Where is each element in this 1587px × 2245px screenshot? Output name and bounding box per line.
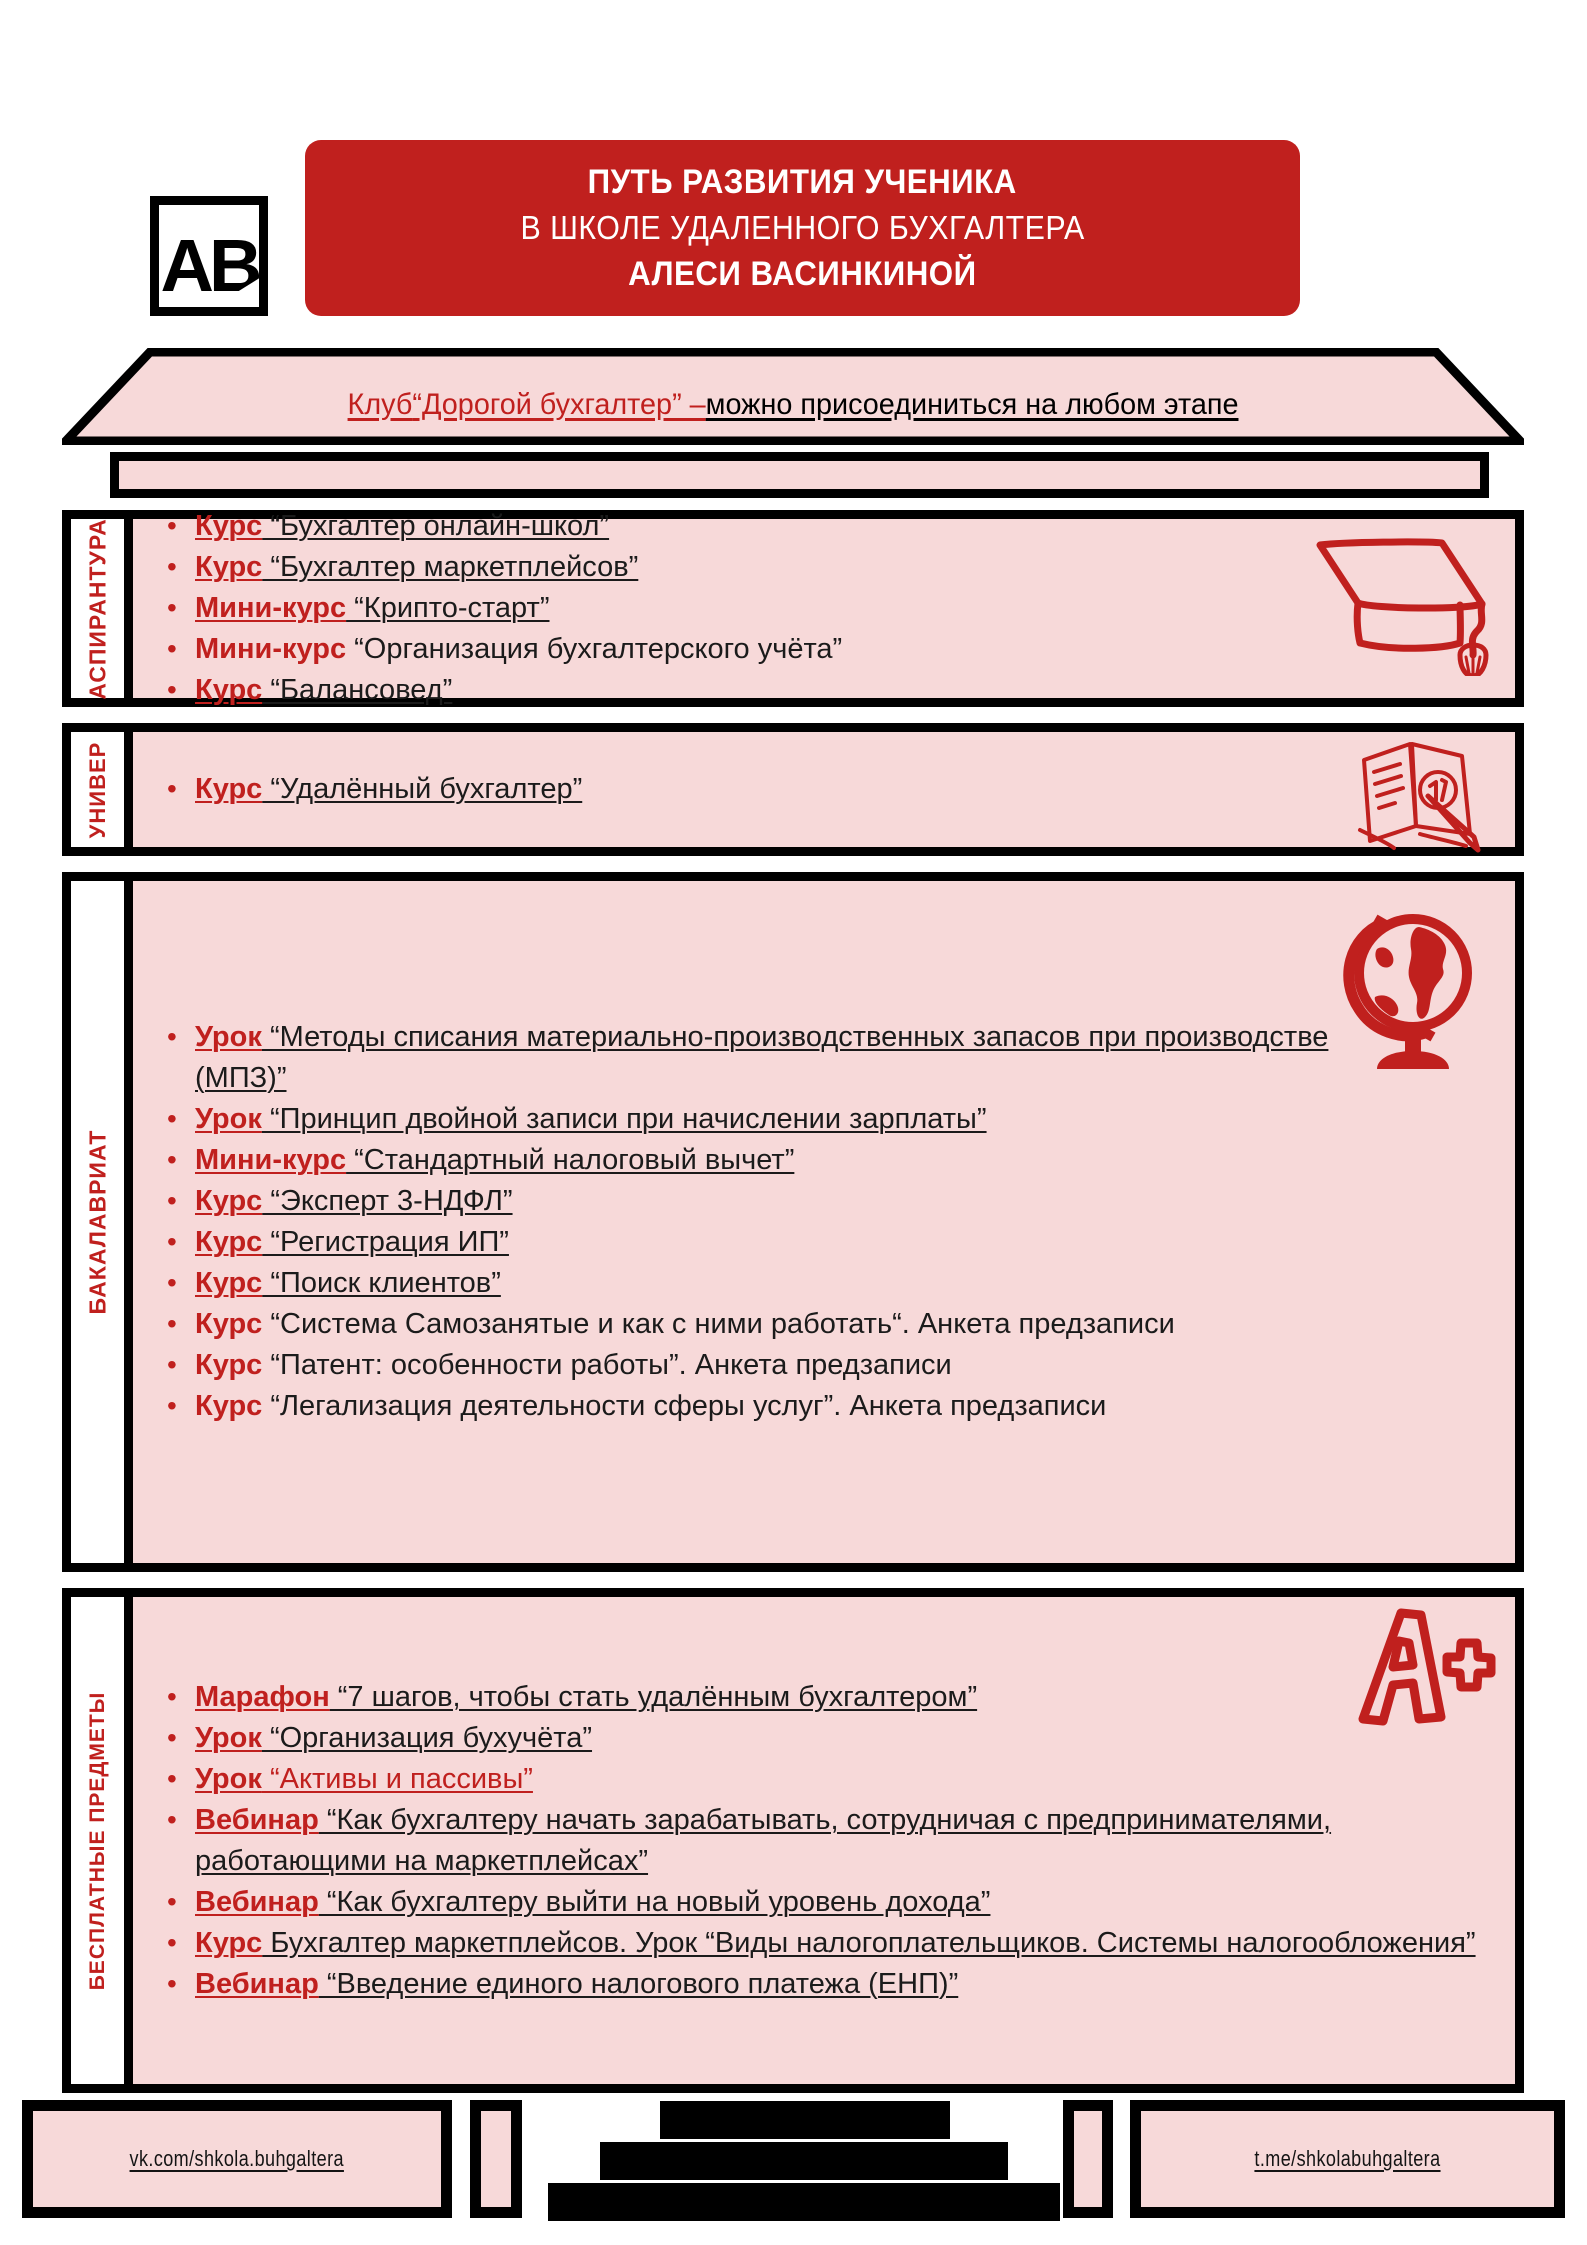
item-text: “Стандартный налоговый вычет” [346, 1144, 795, 1176]
title-line-3: АЛЕСИ ВАСИНКИНОЙ [628, 255, 977, 293]
vk-link-text[interactable]: vk.com/shkola.buhgaltera [129, 2146, 345, 2171]
title-line-1: ПУТЬ РАЗВИТИЯ УЧЕНИКА [587, 163, 1018, 201]
list-item[interactable] [161, 1964, 1495, 2005]
club-rest: можно присоединиться на любом этапе [705, 387, 1239, 421]
section-label-text: УНИВЕР [84, 741, 110, 838]
list-item[interactable] [161, 1923, 1495, 1964]
list-item[interactable] [161, 629, 1495, 670]
list-item[interactable] [161, 769, 1495, 810]
list-item[interactable] [161, 1222, 1495, 1263]
pedestal-step-middle [600, 2142, 1008, 2180]
item-text: “Активы и пассивы” [261, 1762, 533, 1795]
item-keyword: Курс [195, 1926, 263, 1959]
list-item[interactable] [161, 1759, 1495, 1800]
section-label-text: АСПИРАНТУРА [84, 517, 110, 700]
item-keyword: Курс [195, 1226, 263, 1258]
title-line-2: В ШКОЛЕ УДАЛЕННОГО БУХГАЛТЕРА [520, 209, 1085, 246]
logo-text: АВ [160, 224, 258, 307]
list-item[interactable] [161, 670, 1495, 711]
list-item[interactable] [161, 1800, 1495, 1882]
item-text: “Система Самозанятые и как с ними работать“. Анкета предзаписи [262, 1308, 1175, 1340]
item-text: “Бухгалтер онлайн-школ” [262, 510, 610, 542]
footer-spacer-left [470, 2100, 522, 2218]
item-text: “Балансовед” [262, 674, 453, 706]
item-text: “Организация бухгалтерского учёта” [346, 633, 843, 665]
section-body-univer [133, 732, 1515, 847]
title-banner [305, 140, 1300, 316]
item-text: “Эксперт 3-НДФЛ” [262, 1185, 513, 1217]
section-label-univer [71, 732, 133, 847]
section-body-bakalavriat [133, 881, 1515, 1563]
item-keyword: Мини-курс [195, 633, 347, 665]
list-item[interactable] [161, 588, 1495, 629]
section-label-text: БЕСПЛАТНЫЕ ПРЕДМЕТЫ [85, 1691, 109, 1990]
pedestal-step-bottom [548, 2183, 1060, 2221]
item-text: “Удалённый бухгалтер” [262, 773, 583, 805]
list-item[interactable] [161, 1304, 1495, 1345]
item-keyword: Вебинар [195, 1967, 319, 2000]
item-text: “7 шагов, чтобы стать удалённым бухгалтером” [329, 1680, 978, 1713]
club-roof-banner [62, 348, 1524, 445]
item-text: “Организация бухучёта” [261, 1721, 593, 1754]
item-text: Бухгалтер маркетплейсов. Урок “Виды налогоплательщиков. Системы налогообложения” [262, 1926, 1476, 1959]
section-label-text: БАКАЛАВРИАТ [84, 1129, 110, 1315]
roof-spacer-bar [110, 452, 1489, 498]
item-text: “Поиск клиентов” [262, 1267, 501, 1299]
list-item[interactable] [161, 1677, 1495, 1718]
item-keyword: Марафон [195, 1680, 330, 1713]
club-roof-text [62, 348, 1524, 445]
footer [0, 2090, 1587, 2230]
list-item[interactable] [161, 547, 1495, 588]
section-body-aspirantura [133, 510, 1515, 706]
item-text: “Бухгалтер маркетплейсов” [262, 551, 639, 583]
item-keyword: Курс [195, 674, 263, 706]
pedestal-step-top [660, 2101, 950, 2139]
vk-link-box[interactable] [22, 2100, 452, 2218]
logo-corner-notch [150, 196, 172, 218]
telegram-link-text[interactable]: t.me/shkolabuhgaltera [1254, 2146, 1441, 2171]
item-text: “Легализация деятельности сферы услуг”. Анкета предзаписи [262, 1390, 1107, 1422]
section-body-free-subjects [133, 1597, 1515, 2084]
item-keyword: Урок [195, 1721, 262, 1754]
item-list-free-subjects [161, 1677, 1495, 2005]
list-item[interactable] [161, 1017, 1495, 1099]
item-text: “Регистрация ИП” [262, 1226, 509, 1258]
item-list-bakalavriat [161, 1017, 1495, 1427]
list-item[interactable] [161, 1099, 1495, 1140]
section-label-free-subjects [71, 1597, 133, 2084]
list-item[interactable] [161, 506, 1495, 547]
item-text: “Крипто-старт” [346, 592, 550, 624]
item-text: “Как бухгалтеру начать зарабатывать, сотрудничая с предпринимателями, работающими на маркетплейсах” [195, 1803, 1332, 1877]
item-keyword: Курс [195, 1349, 263, 1381]
list-item[interactable] [161, 1263, 1495, 1304]
club-name: “Дорогой бухгалтер” – [412, 387, 706, 421]
item-keyword: Курс [195, 1390, 263, 1422]
item-keyword: Урок [195, 1103, 262, 1135]
item-keyword: Урок [195, 1762, 262, 1795]
footer-spacer-right [1063, 2100, 1113, 2218]
item-text: “Патент: особенности работы”. Анкета предзаписи [262, 1349, 952, 1381]
item-text: “Методы списания материально-производственных запасов при производстве (МПЗ)” [195, 1021, 1329, 1094]
item-keyword: Мини-курс [195, 1144, 347, 1176]
item-keyword: Курс [195, 551, 263, 583]
list-item[interactable] [161, 1882, 1495, 1923]
list-item[interactable] [161, 1718, 1495, 1759]
item-text: “Введение единого налогового платежа (ЕНП)” [318, 1967, 959, 2000]
item-keyword: Вебинар [195, 1803, 319, 1836]
list-item[interactable] [161, 1140, 1495, 1181]
list-item[interactable] [161, 1345, 1495, 1386]
section-bakalavriat [62, 872, 1524, 1572]
item-text: “Как бухгалтеру выйти на новый уровень дохода” [318, 1885, 991, 1918]
list-item[interactable] [161, 1181, 1495, 1222]
section-label-aspirantura [71, 519, 133, 698]
list-item[interactable] [161, 1386, 1495, 1427]
logo-av [150, 196, 268, 316]
header [0, 0, 1587, 340]
section-aspirantura [62, 510, 1524, 707]
item-keyword: Урок [195, 1021, 262, 1053]
item-keyword: Курс [195, 773, 263, 805]
section-free-subjects [62, 1588, 1524, 2093]
item-keyword: Курс [195, 510, 263, 542]
item-keyword: Курс [195, 1267, 263, 1299]
item-text: “Принцип двойной записи при начислении зарплаты” [261, 1103, 987, 1135]
item-keyword: Курс [195, 1185, 263, 1217]
item-keyword: Вебинар [195, 1885, 319, 1918]
item-keyword: Мини-курс [195, 592, 347, 624]
section-univer [62, 723, 1524, 856]
club-keyword: Клуб [347, 387, 413, 421]
item-list-univer [161, 769, 1495, 810]
section-label-bakalavriat [71, 881, 133, 1563]
telegram-link-box[interactable] [1130, 2100, 1565, 2218]
item-keyword: Курс [195, 1308, 263, 1340]
item-list-aspirantura [161, 506, 1495, 711]
